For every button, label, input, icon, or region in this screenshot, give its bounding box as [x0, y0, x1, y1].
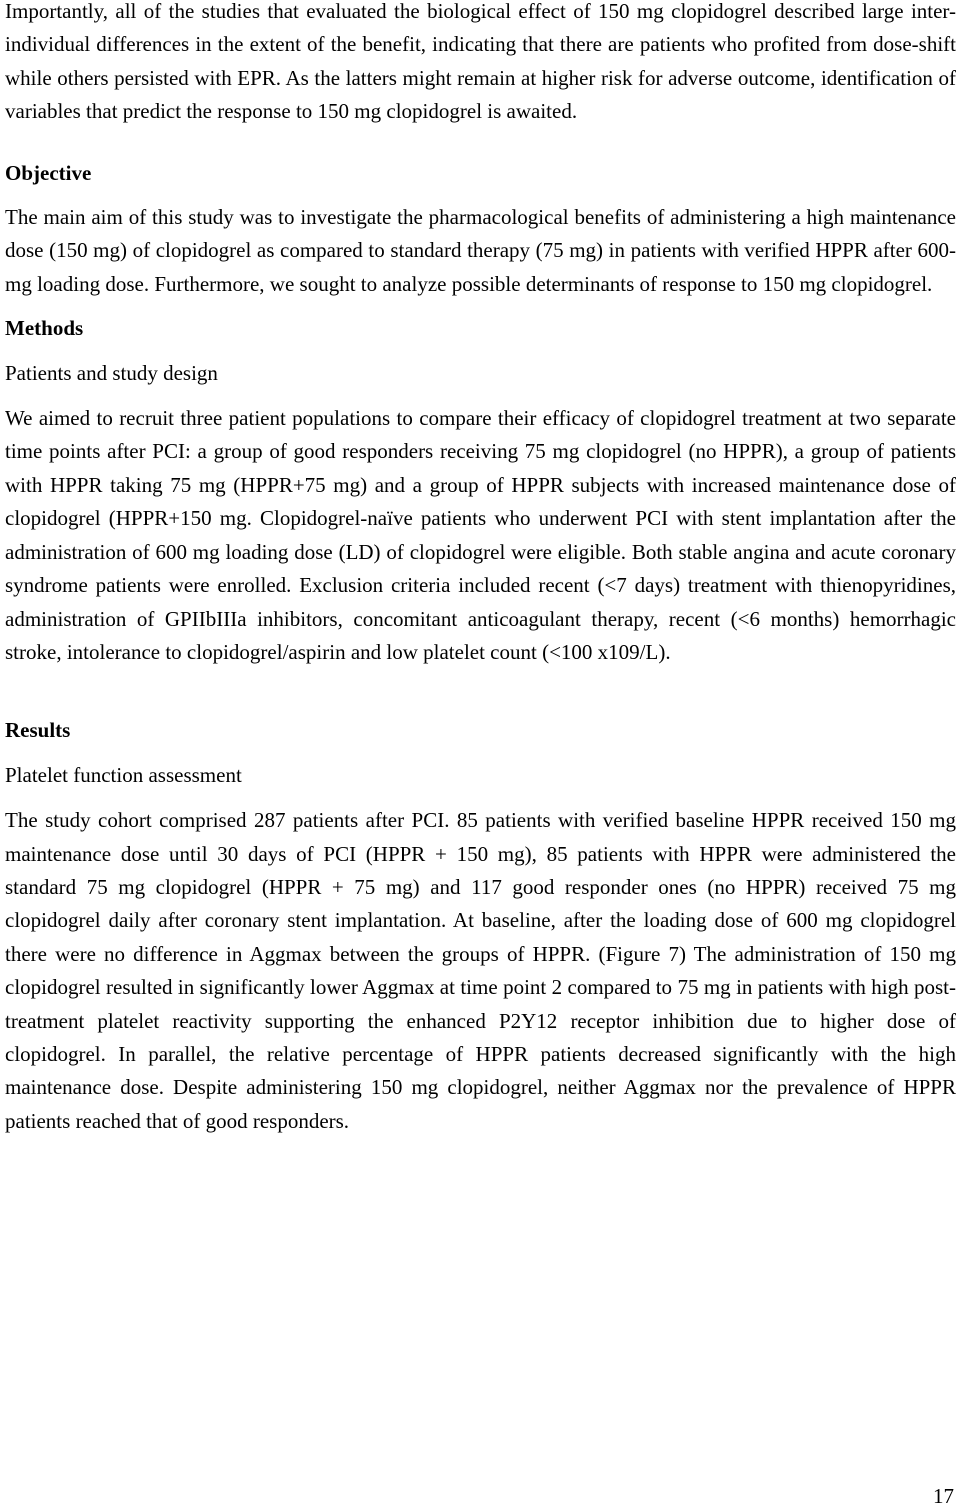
- methods-paragraph: We aimed to recruit three patient populations to compare their efficacy of clopidogrel treatment at two separate time points after PCI: a group of good responders receiving 75 mg clopidogrel (no HPPR), a group of patients with HPPR taking 75 mg (HPPR+75 mg) and a group of HPPR subjects with increased maintenance dose of clopidogrel (HPPR+150 mg. Clopidogrel-naïve patients who underwent PCI with stent implantation after the administration of 600 mg loading dose (LD) of clopidogrel were eligible. Both stable angina and acute coronary syndrome patients were enrolled. Exclusion criteria included recent (<7 days) treatment with thienopyridines, administration of GPIIbIIIa inhibitors, concomitant anticoagulant therapy, recent (<6 months) hemorrhagic stroke, intolerance to clopidogrel/aspirin and low platelet count (<100 x109/L).: [5, 406, 956, 664]
- objective-heading: Objective: [5, 160, 92, 185]
- results-heading: Results: [5, 718, 71, 743]
- objective-paragraph: The main aim of this study was to investigate the pharmacological benefits of administering a high maintenance dose (150 mg) of clopidogrel as compared to standard therapy (75 mg) in patients with verified HPPR after 600-mg loading dose. Furthermore, we sought to analyze possible determinants of response to 150 mg clopidogrel.: [5, 205, 956, 296]
- results-subheading: Platelet function assessment: [5, 762, 242, 787]
- results-paragraph: The study cohort comprised 287 patients after PCI. 85 patients with verified baseline HPPR received 150 mg maintenance dose until 30 days of PCI (HPPR + 150 mg), 85 patients with HPPR were administered the standard 75 mg clopidogrel (HPPR + 75 mg) and 117 good responder ones (no HPPR) received 75 mg clopidogrel daily after coronary stent implantation. At baseline, after the loading dose of 600 mg clopidogrel there were no difference in Aggmax between the groups of HPPR. (Figure 7) The administration of 150 mg clopidogrel resulted in significantly lower Aggmax at time point 2 compared to 75 mg in patients with high post-treatment platelet reactivity supporting the enhanced P2Y12 receptor inhibition due to higher dose of clopidogrel. In parallel, the relative percentage of HPPR patients decreased significantly with the high maintenance dose. Despite administering 150 mg clopidogrel, neither Aggmax nor the prevalence of HPPR patients reached that of good responders.: [5, 808, 956, 1133]
- methods-heading: Methods: [5, 316, 84, 341]
- methods-subheading: Patients and study design: [5, 360, 218, 385]
- page-number: 17: [933, 1484, 954, 1508]
- document-page: [5, 0, 956, 1138]
- intro-paragraph: Importantly, all of the studies that evaluated the biological effect of 150 mg clopidogrel described large inter-individual differences in the extent of the benefit, indicating that there are patients who profited from dose-shift while others persisted with EPR. As the latters might remain at higher risk for adverse outcome, identification of variables that predict the response to 150 mg clopidogrel is awaited.: [5, 0, 956, 124]
